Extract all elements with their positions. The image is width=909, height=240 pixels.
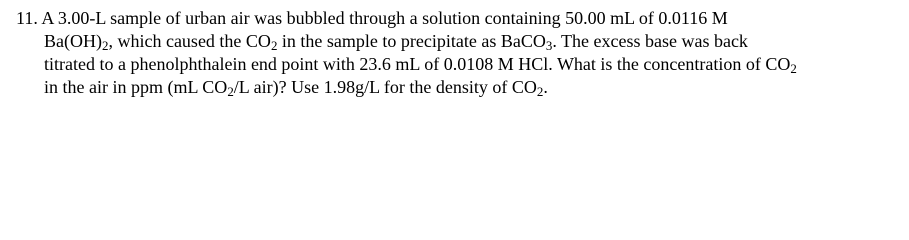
line-3-part-1: titrated to a phenolphthalein end point with 23.6 mL of 0.0108 M HCl. What is the concentration of CO bbox=[44, 54, 791, 74]
line-3-sub-1: 2 bbox=[790, 61, 797, 77]
line-4-sub-2: 2 bbox=[536, 84, 544, 100]
line-1-text: A 3.00-L sample of urban air was bubbled through a solution containing 50.00 mL of 0.0116 M bbox=[37, 8, 728, 28]
problem-line-4 bbox=[44, 76, 548, 98]
problem-number: 11. bbox=[16, 8, 38, 28]
line-2-part-2: , which caused the CO bbox=[108, 31, 271, 51]
line-2-part-1: Ba(OH) bbox=[44, 31, 102, 51]
problem-text bbox=[0, 0, 909, 115]
problem-line-2 bbox=[44, 30, 748, 52]
line-4-sub-1: 2 bbox=[227, 84, 234, 100]
line-4-part-2: /L air)? Use 1.98g/L for the density of CO bbox=[233, 77, 537, 97]
line-2-part-3: in the sample to precipitate as BaCO bbox=[277, 31, 546, 51]
problem-line-3 bbox=[44, 53, 797, 75]
line-4-part-1: in the air in ppm (mL CO bbox=[44, 77, 228, 97]
line-2-sub-3: 3 bbox=[545, 38, 553, 54]
line-2-part-4: . The excess base was back bbox=[552, 31, 748, 51]
line-4-part-3: . bbox=[543, 77, 548, 97]
line-2-sub-1: 2 bbox=[101, 38, 109, 54]
problem-line-1 bbox=[16, 7, 728, 29]
line-2-sub-2: 2 bbox=[270, 38, 278, 54]
